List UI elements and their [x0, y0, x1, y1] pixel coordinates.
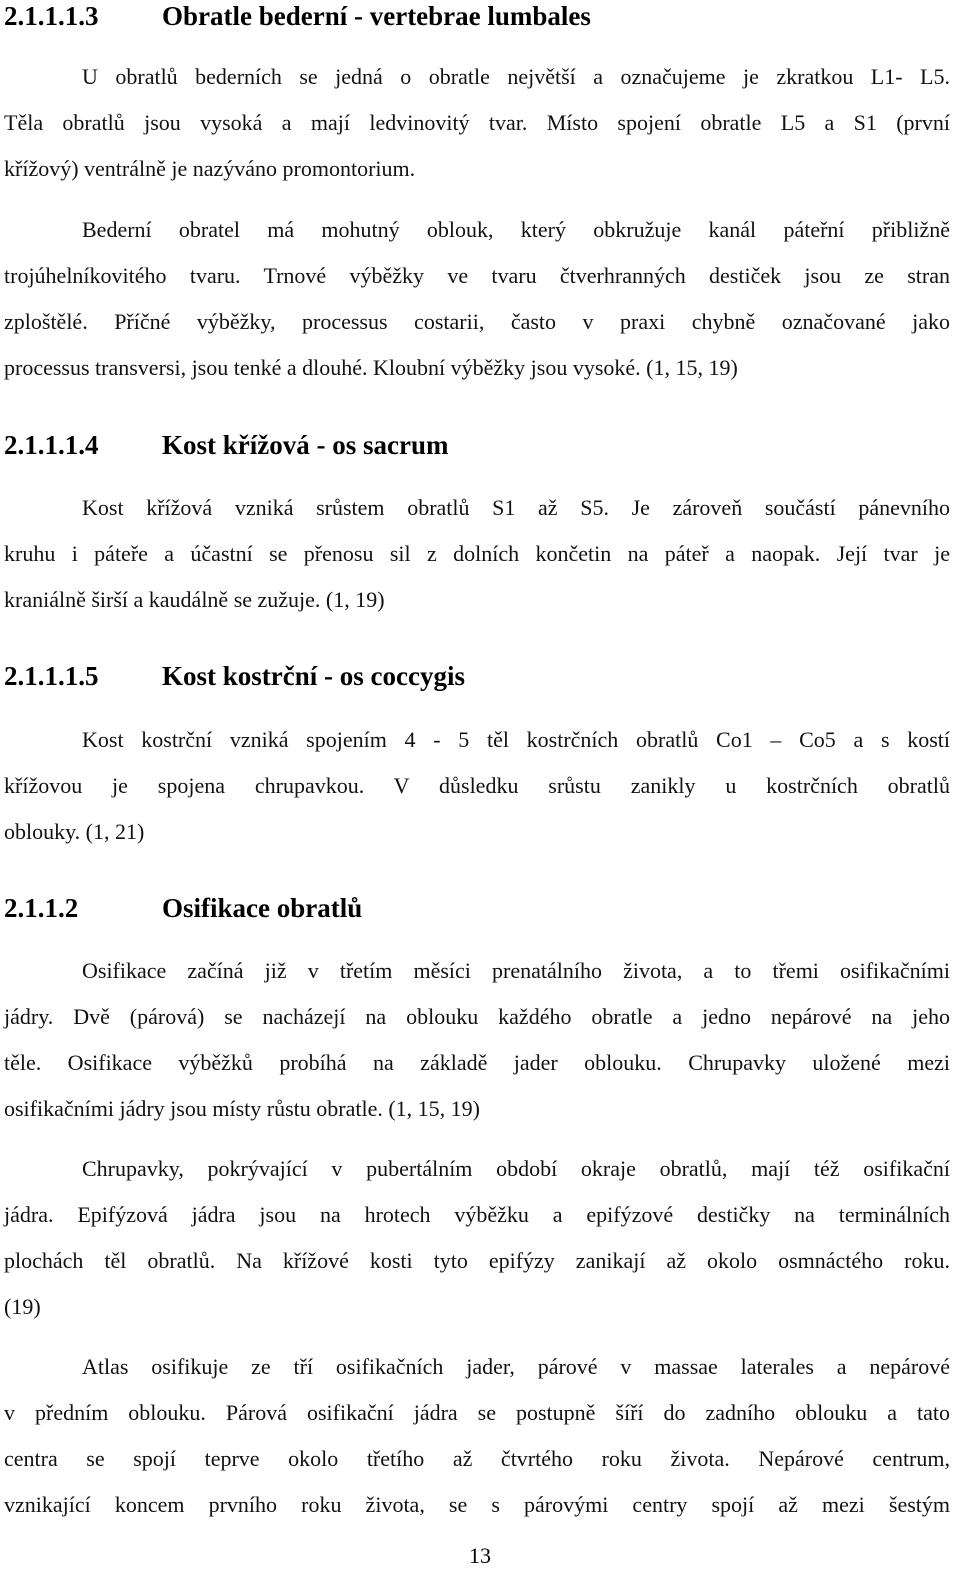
text-line: vznikající koncem prvního roku života, se s párovými centry spojí až mezi šestým: [4, 1492, 950, 1517]
text-line: kraniálně širší a kaudálně se zužuje. (1, 19): [4, 587, 385, 612]
text-line: Chrupavky, pokrývající v pubertálním období okraje obratlů, mají též osifikační: [82, 1156, 950, 1181]
text-line: Atlas osifikuje ze tří osifikačních jader, párové v massae laterales a nepárové: [82, 1354, 950, 1379]
section-title: Kost křížová - os sacrum: [162, 430, 449, 460]
text-line: jádra. Epifýzová jádra jsou na hrotech výběžku a epifýzové destičky na terminálních: [4, 1202, 950, 1227]
section-number: 2.1.1.1.5: [4, 661, 99, 691]
text-line: křížovou je spojena chrupavkou. V důsledku srůstu zanikly u kostrčních obratlů: [4, 773, 950, 798]
text-line: Bederní obratel má mohutný oblouk, který obkružuje kanál páteřní přibližně: [82, 217, 950, 242]
text-line: jádry. Dvě (párová) se nacházejí na oblouku každého obratle a jedno nepárové na jeho: [4, 1004, 950, 1029]
text-line: Kost křížová vzniká srůstem obratlů S1 až S5. Je zároveň součástí pánevního: [82, 495, 950, 520]
section-number: 2.1.1.1.3: [4, 1, 99, 31]
text-line: plochách těl obratlů. Na křížové kosti tyto epifýzy zanikají až okolo osmnáctého roku.: [4, 1248, 950, 1273]
text-line: Osifikace začíná již v třetím měsíci prenatálního života, a to třemi osifikačními: [82, 958, 950, 983]
text-line: osifikačními jádry jsou místy růstu obratle. (1, 15, 19): [4, 1096, 480, 1121]
text-line: oblouky. (1, 21): [4, 819, 145, 844]
page-number: 13: [469, 1543, 491, 1568]
text-line: centra se spojí teprve okolo třetího až čtvrtého roku života. Nepárové centrum,: [4, 1446, 950, 1471]
text-line: kruhu i páteře a účastní se přenosu sil z dolních končetin na páteř a naopak. Její tvar je: [4, 541, 950, 566]
text-line: (19): [4, 1294, 41, 1319]
text-line: processus transversi, jsou tenké a dlouhé. Kloubní výběžky jsou vysoké. (1, 15, 19): [4, 355, 738, 380]
text-line: těle. Osifikace výběžků probíhá na základě jader oblouku. Chrupavky uložené mezi: [4, 1050, 950, 1075]
section-title: Kost kostrční - os coccygis: [162, 661, 465, 691]
text-line: v předním oblouku. Párová osifikační jádra se postupně šíří do zadního oblouku a tato: [4, 1400, 950, 1425]
section-number: 2.1.1.2: [4, 893, 79, 923]
text-line: U obratlů bederních se jedná o obratle největší a označujeme je zkratkou L1- L5.: [82, 64, 950, 89]
section-number: 2.1.1.1.4: [4, 430, 99, 460]
text-line: křížový) ventrálně je nazýváno promontorium.: [4, 156, 416, 181]
section-title: Osifikace obratlů: [162, 893, 363, 923]
text-line: Těla obratlů jsou vysoká a mají ledvinovitý tvar. Místo spojení obratle L5 a S1 (první: [4, 110, 950, 135]
text-line: zploštělé. Příčné výběžky, processus costarii, často v praxi chybně označované jako: [4, 309, 950, 334]
section-title: Obratle bederní - vertebrae lumbales: [162, 1, 591, 31]
text-line: Kost kostrční vzniká spojením 4 - 5 těl kostrčních obratlů Co1 – Co5 a s kostí: [82, 727, 950, 752]
text-line: trojúhelníkovitého tvaru. Trnové výběžky ve tvaru čtverhranných destiček jsou ze stran: [4, 263, 950, 288]
